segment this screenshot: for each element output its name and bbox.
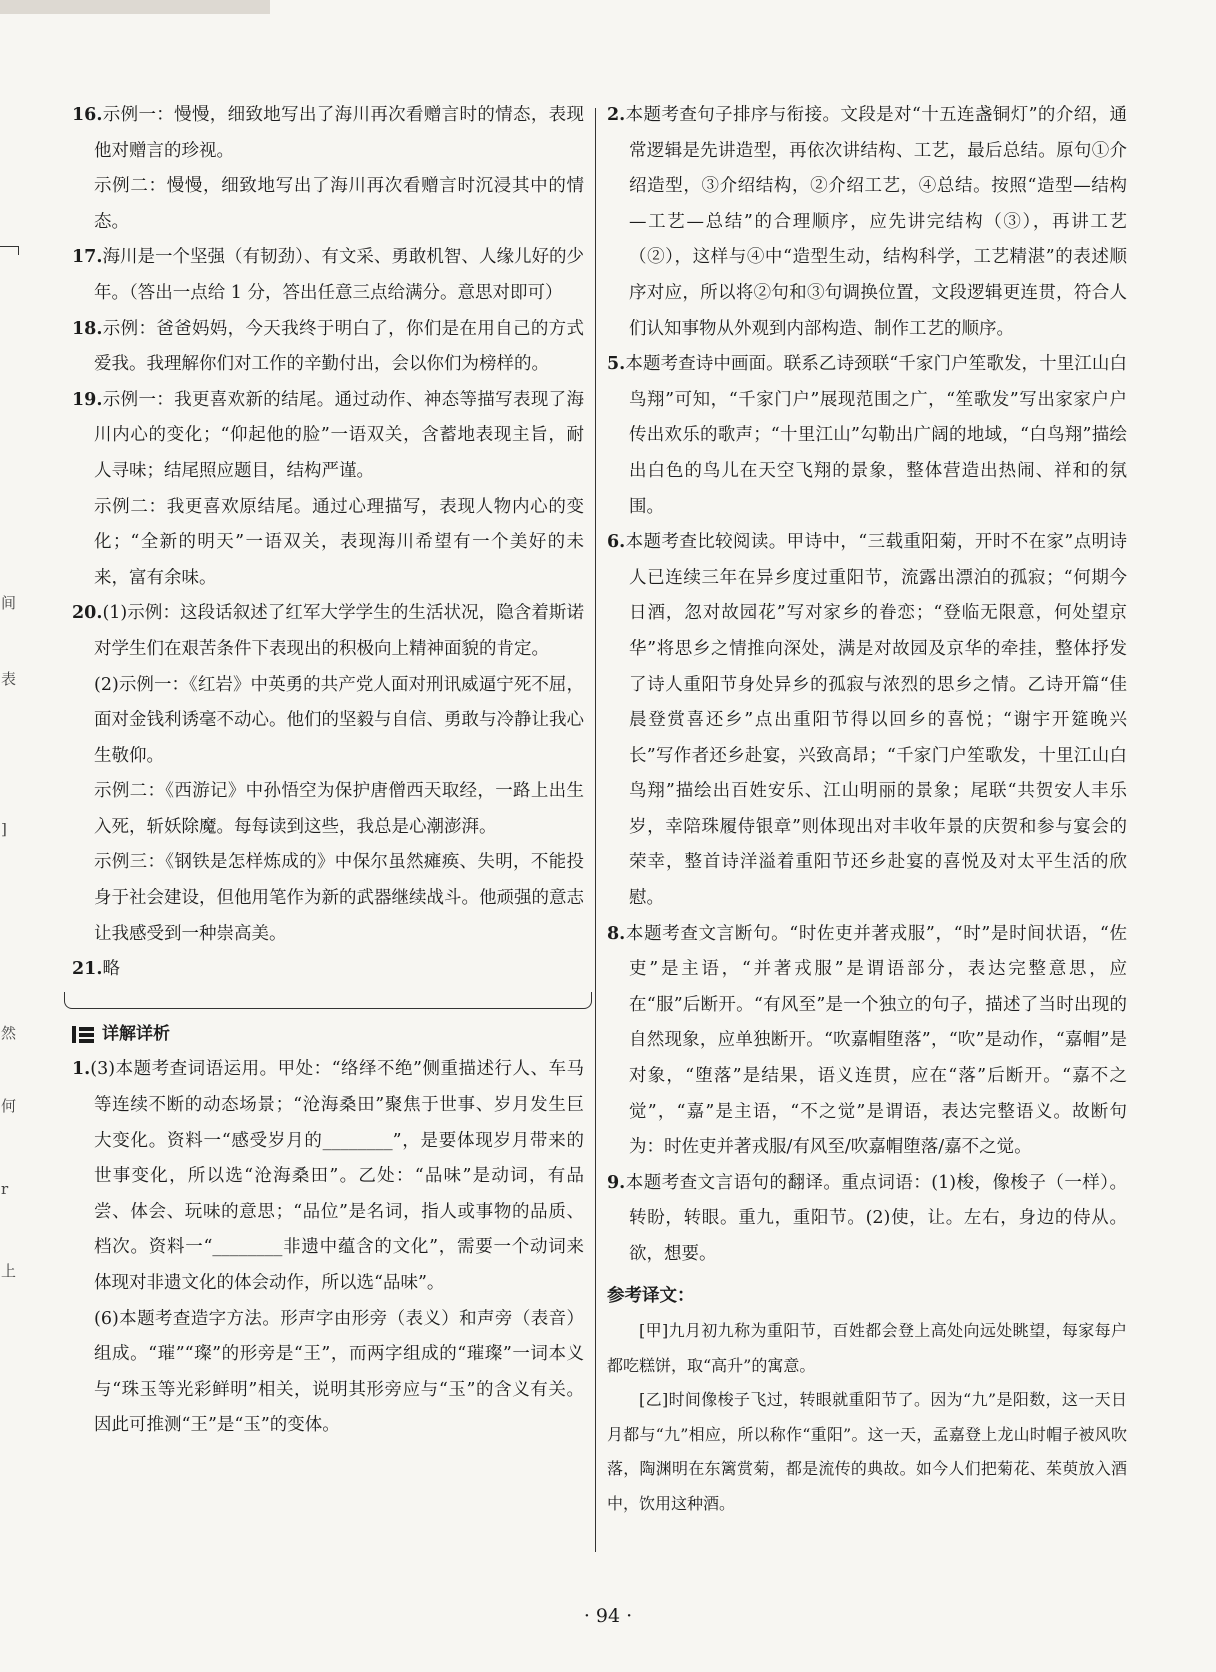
translation-paragraph: [乙]时间像梭子飞过，转眼就重阳节了。因为“九”是阳数，这一天日月都与“九”相应，所以称作“重阳”。这一天，孟嘉登上龙山时帽子被风吹落，陶渊明在东篱赏菊，都是流传的典故。如今人们把菊花、茱萸放入酒中，饮用这种酒。 [607,1390,1127,1513]
item-number: 2. [607,105,626,125]
item-text: 本题考查文言语句的翻译。重点词语：(1)梭，像梭子（一样）。转盼，转眼。重九，重阳节。(2)使，让。左右，身边的侍从。欲，想要。 [625,1172,1127,1264]
answer-continuation: (6)本题考查造字方法。形声字由形旁（表义）和声旁（表音）组成。“璀”“璨”的形旁是“王”，而两字组成的“璀璨”一词本义与“珠玉等光彩鲜明”相关，说明其形旁应与“玉”的含义有关。因此可推测“王”是“玉”的变体。 [94,1308,584,1436]
margin-mark: ] [1,820,7,838]
left-column [72,98,584,1444]
scan-top-strip [0,0,270,14]
answer-item [607,347,1127,525]
item-text: 本题考查比较阅读。甲诗中，“三载重阳菊，开时不在家”点明诗人已连续三年在异乡度过重阳节，流露出漂泊的孤寂；“何期今日酒，忽对故园花”写对家乡的眷恋；“登临无限意，何处望京华”将思乡之情推向深处，满是对故园及京华的牵挂，整体抒发了诗人重阳节身处异乡的孤寂与浓烈的思乡之情。乙诗开篇“佳晨登赏喜还乡”点出重阳节得以回乡的喜悦；“谢宇开筵晚兴长”写作者还乡赴宴，兴致高昂；“千家门户笙歌发，十里江山白鸟翔”描绘出百姓安乐、江山明丽的景象；尾联“共贺安人丰乐岁，幸陪珠履侍银章”则体现出对丰收年景的庆贺和参与宴会的荣幸，整首诗洋溢着重阳节还乡赴宴的喜悦及对太平生活的欣慰。 [625,532,1127,909]
margin-mark: 然 [1,1024,17,1042]
item-number: 20. [72,603,103,624]
translation-title: 参考译文： [607,1285,695,1306]
answer-item [72,596,584,667]
margin-mark: r [1,1180,9,1198]
item-number: 18. [72,318,103,339]
answer-continuation: 示例二：我更喜欢原结尾。通过心理描写，表现人物内心的变化；“全新的明天”一语双关，表现海川希望有一个美好的未来，富有余味。 [94,496,584,588]
margin-mark: 上 [1,1262,17,1280]
page-number: · 94 · [583,1605,633,1627]
answer-item [607,1166,1127,1273]
answer-item [607,525,1127,917]
item-text: 海川是一个坚强（有韧劲）、有文采、勇敢机智、人缘儿好的少年。（答出一点给 1 分，答出任意三点给满分。意思对即可） [94,247,584,303]
answer-item [72,1052,584,1301]
translation-list [607,1314,1127,1521]
right-column [607,98,1127,1521]
column-divider [595,108,596,1552]
answer-item [72,383,584,490]
answer-continuation: (2)示例一：《红岩》中英勇的共产党人面对刑讯威逼宁死不屈，面对金钱利诱毫不动心。他们的坚毅与自信、勇敢与冷静让我心生敬仰。 [94,674,584,766]
translation-paragraph: [甲]九月初九称为重阳节，百姓都会登上高处向远处眺望，每家每户都吃糕饼，取“高升”的寓意。 [607,1321,1127,1375]
answer-list [72,98,584,988]
item-number: 21. [72,959,103,980]
section-title: 详解详析 [102,1023,170,1044]
item-text: 示例一：我更喜欢新的结尾。通过动作、神态等描写表现了海川内心的变化；“仰起他的脸”一语双关，含蓄地表现主旨，耐人寻味；结尾照应题目，结构严谨。 [94,389,584,481]
margin-mark: 间 [1,594,17,612]
item-number: 16. [72,105,103,125]
item-text: (3)本题考查词语运用。甲处：“络绎不绝”侧重描述行人、车马等连续不断的动态场景；“沧海桑田”聚焦于世事、岁月发生巨大变化。资料一“感受岁月的________”，是要体现岁月带来的世事变化，所以选“沧海桑田”。乙处：“品味”是动词，有品尝、体会、玩味的意思；“品位”是名词，指人或事物的品质、档次。资料一“________非遗中蕴含的文化”，需要一个动词来体现对非遗文化的体会动作，所以选“品味”。 [90,1059,584,1293]
item-text: 本题考查文言断句。“时佐吏并著戎服”，“时”是时间状语，“佐吏”是主语，“并著戎服”是谓语部分，表达完整意思，应在“服”后断开。“有风至”是一个独立的句子，描述了当时出现的自然现象，应单独断开。“吹嘉帽堕落”，“吹”是动作，“嘉帽”是对象，“堕落”是结果，语义连贯，应在“落”后断开。“嘉不之觉”，“嘉”是主语，“不之觉”是谓语，表达完整语义。故断句为：时佐吏并著戎服/有风至/吹嘉帽堕落/嘉不之觉。 [625,923,1127,1158]
item-number: 8. [607,923,626,944]
answer-item [72,240,584,311]
item-number: 1. [72,1059,91,1080]
margin-bracket [0,246,19,255]
item-text: 本题考查句子排序与衔接。文段是对“十五连盏铜灯”的介绍，通常逻辑是先讲造型，再依次讲结构、工艺，最后总结。原句①介绍造型，③介绍结构，②介绍工艺，④总结。按照“造型—结构—工艺—总结”的合理顺序，应先讲完结构（③），再讲工艺（②），这样与④中“造型生动，结构科学，工艺精湛”的表述顺序对应，所以将②句和③句调换位置，文段逻辑更连贯，符合人们认知事物从外观到内部构造、制作工艺的顺序。 [625,105,1127,339]
item-text: (1)示例：这段话叙述了红军大学学生的生活状况，隐含着斯诺对学生们在艰苦条件下表现出的积极向上精神面貌的肯定。 [94,603,584,659]
answer-item [72,98,584,169]
answer-item [607,917,1127,1166]
item-text: 示例一：慢慢，细致地写出了海川再次看赠言时的情态，表现他对赠言的珍视。 [94,105,584,161]
answer-item [72,312,584,383]
answer-continuation: 示例二：慢慢，细致地写出了海川再次看赠言时沉浸其中的情态。 [94,176,584,232]
item-text: 略 [102,959,120,980]
item-number: 6. [607,532,626,553]
section-header [72,1017,584,1053]
answer-item [72,952,584,988]
item-text: 本题考查诗中画面。联系乙诗颈联“千家门户笙歌发，十里江山白鸟翔”可知，“千家门户”展现范围之广，“笙歌发”写出家家户户传出欢乐的歌声；“十里江山”勾勒出广阔的地域，“白鸟翔”描绘出白色的鸟儿在天空飞翔的景象，整体营造出热闹、祥和的氛围。 [625,354,1127,517]
item-number: 17. [72,247,103,268]
item-number: 19. [72,389,103,410]
section-list-icon [72,1026,94,1043]
analysis-list [72,1052,584,1444]
answer-continuation: 示例三：《钢铁是怎样炼成的》中保尔虽然瘫痪、失明，不能投身于社会建设，但他用笔作为新的武器继续战斗。他顽强的意志让我感受到一种崇高美。 [94,852,584,944]
margin-mark: 表 [1,670,17,688]
answer-continuation: 示例二：《西游记》中孙悟空为保护唐僧西天取经，一路上出生入死，斩妖除魔。每每读到这些，我总是心潮澎湃。 [94,781,584,837]
item-text: 示例：爸爸妈妈，今天我终于明白了，你们是在用自己的方式爱我。我理解你们对工作的辛勤付出，会以你们为榜样的。 [94,318,584,375]
answer-box-bottom [64,992,592,1009]
answer-item [607,98,1127,347]
margin-mark: 何 [1,1097,17,1115]
analysis-list-right [607,98,1127,1273]
item-number: 9. [607,1172,626,1193]
item-number: 5. [607,354,626,375]
